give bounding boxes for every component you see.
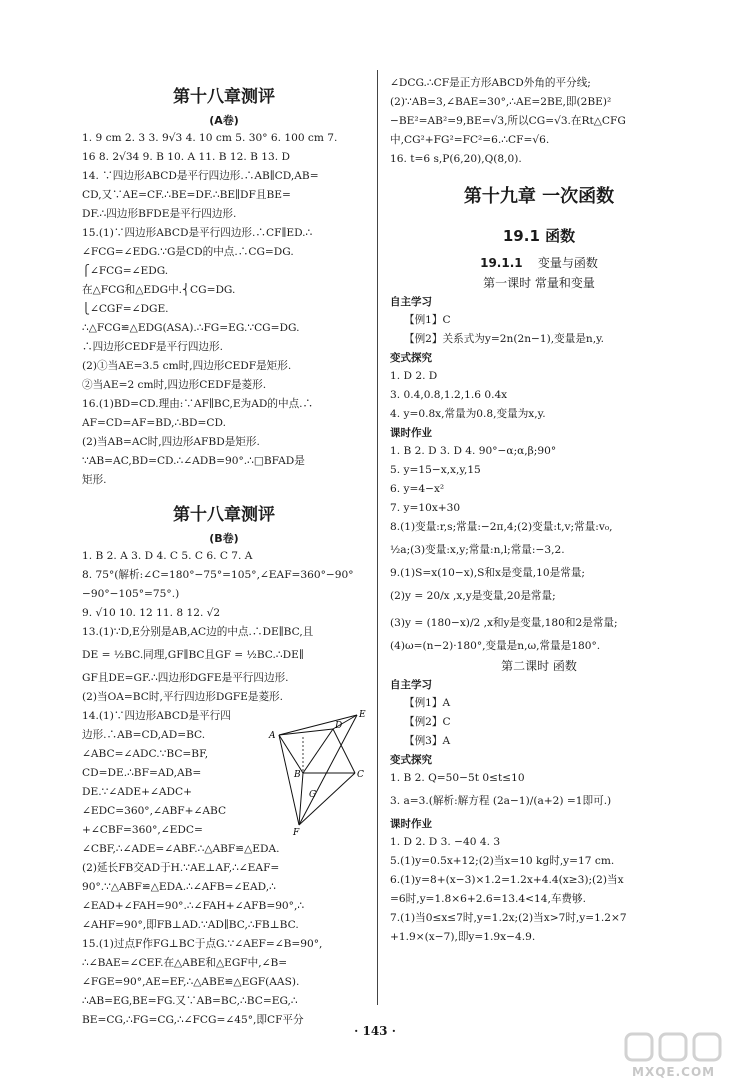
answer-line: GF且DE=GF.∴四边形DGFE是平行四边形.	[82, 672, 289, 684]
answer-line: 【例2】C	[404, 716, 451, 728]
answer-line: 1. B 2. A 3. D 4. C 5. C 6. C 7. A	[82, 550, 253, 562]
answer-line: (2)当OA=BC时,平行四边形DGFE是菱形.	[82, 691, 284, 703]
answer-line: −90°−105°=75°.)	[82, 588, 180, 600]
lesson-1-variant	[390, 367, 688, 424]
answer-line: (2)①当AE=3.5 cm时,四边形CEDF是矩形.	[82, 360, 292, 372]
answer-line: ½a;(3)变量:x,y;常量:n,l;常量:−3,2.	[390, 544, 565, 556]
answer-line: 90°.∵△ABF≌△EDA.∴∠AFB=∠EAD,∴	[82, 881, 276, 893]
answer-line: 1. D 2. D	[390, 370, 438, 382]
figure-segment	[279, 715, 357, 735]
figure-segment	[279, 729, 333, 735]
answer-line: 中,CG²+FG²=FC²=6.∴CF=√6.	[390, 134, 550, 146]
figure-segment	[303, 729, 333, 773]
answer-line: 5. y=15−x,x,y,15	[390, 464, 481, 476]
figure-segment	[299, 773, 303, 825]
answer-line: 7. y=10x+30	[390, 502, 461, 514]
figure-label-f: F	[293, 828, 300, 838]
page-number: · 143 ·	[354, 1024, 396, 1038]
answer-line: 15.(1)过点F作FG⊥BC于点G.∵∠AEF=∠B=90°,	[82, 938, 323, 950]
answer-line: (4)ω=(n−2)·180°,变量是n,ω,常量是180°.	[390, 640, 601, 652]
answer-line: 【例2】关系式为y=2n(2n−1),变量是n,y.	[404, 333, 605, 345]
section-b-answers	[82, 547, 366, 707]
subsection-number: 19.1.1	[480, 256, 523, 270]
chapter-title: 第十九章 一次函数	[463, 186, 615, 207]
answer-line: ∠DCG.∴CF是正方形ABCD外角的平分线;	[390, 77, 591, 89]
answer-line: ∠FGE=90°,AE=EF,∴△ABE≌△EGF(AAS).	[82, 976, 300, 988]
answer-line: 矩形.	[82, 474, 107, 486]
answer-line: ∠FCG=∠EDG.∵G是CD的中点.∴CG=DG.	[82, 246, 294, 258]
answer-line: 【例1】A	[404, 697, 451, 709]
lesson-2-homework	[390, 833, 688, 947]
answer-line: CD,又∵AE=CF.∴BE=DF.∴BE∥DF且BE=	[82, 189, 291, 201]
answer-line: (2)y = 20/x ,x,y是变量,20是常量;	[390, 590, 556, 602]
answer-line: 6. y=4−x²	[390, 483, 445, 495]
answer-line: ⎧∠FCG=∠EDG.	[82, 265, 169, 277]
answer-line: DE.∵∠ADE+∠ADC+	[82, 786, 192, 798]
answer-line: 1. B 2. D 3. D 4. 90°−α;α,β;90°	[390, 445, 557, 457]
figure-label-e: E	[359, 710, 366, 720]
lesson-1-variant-label: 变式探究	[390, 352, 432, 364]
answer-line: =6时,y=1.8×6+2.6=13.4<14,车费够.	[390, 893, 586, 905]
answer-line: CD=DE.∴BF=AD,AB=	[82, 767, 202, 779]
answer-line: ∴∠BAE=∠CEF.在△ABE和△EGF中,∠B=	[82, 957, 288, 969]
continued-answers	[390, 74, 688, 169]
answer-line: ∠EAD+∠FAH=90°.∴∠FAH+∠AFB=90°,∴	[82, 900, 305, 912]
answer-line: ⎩∠CGF=∠DGE.	[82, 303, 169, 315]
answer-line: 7.(1)当0≤x≤7时,y=1.2x;(2)当x>7时,y=1.2×7	[390, 912, 627, 924]
lesson-2-variant-label: 变式探究	[390, 754, 432, 766]
answer-line: 【例1】C	[404, 314, 451, 326]
answer-line: 边形.∴AB=CD,AD=BC.	[82, 729, 206, 741]
answer-line: 3. 0.4,0.8,1.2,1.6 0.4x	[390, 389, 508, 401]
answer-line: ∴四边形CEDF是平行四边形.	[82, 341, 223, 353]
figure-label-a: A	[269, 731, 276, 741]
answer-line: 13.(1)∵D,E分别是AB,AC边的中点.∴DE∥BC,且	[82, 626, 314, 638]
answer-line: BE=CG,∴FG=CG,∴∠FCG=∠45°,即CF平分	[82, 1014, 304, 1026]
answer-line: −BE²=AB²=9,BE=√3,所以CG=√3.在Rt△CFG	[390, 115, 626, 127]
answer-line: ∠CBF,∴∠ADE=∠ABF.∴△ABF≌△EDA.	[82, 843, 280, 855]
answer-line: 16.(1)BD=CD.理由:∵AF∥BC,E为AD的中点.∴	[82, 398, 314, 410]
answer-line: 9. √10 10. 12 11. 8 12. √2	[82, 607, 221, 619]
answer-line: ∠AHF=90°,即FB⊥AD.∵AD∥BC,∴FB⊥BC.	[82, 919, 299, 931]
subsection-title	[390, 253, 688, 273]
answer-line: 16. t=6 s,P(6,20),Q(8,0).	[390, 153, 522, 165]
answer-line: 14. ∵四边形ABCD是平行四边形.∴AB∥CD,AB=	[82, 170, 319, 182]
answer-line: ∴AB=EG,BE=FG.又∵AB=BC,∴BC=EG,∴	[82, 995, 298, 1007]
answer-line: AF=CD=AF=BD,∴BD=CD.	[82, 417, 226, 429]
right-column	[390, 74, 688, 947]
figure-label-b: B	[294, 770, 301, 780]
answer-line: ②当AE=2 cm时,四边形CEDF是菱形.	[82, 379, 267, 391]
answer-line: ∠EDC=360°,∠ABF+∠ABC	[82, 805, 227, 817]
figure-segment	[333, 729, 355, 773]
figure-label-c: C	[357, 770, 364, 780]
figure-label-d: D	[335, 721, 343, 731]
answer-line: 3. a=3.(解析:解方程 (2a−1)/(a+2) =1即可.)	[390, 795, 612, 807]
answer-line: (2)延长FB交AD于H.∵AE⊥AF,∴∠EAF=	[82, 862, 280, 874]
subsection-name: 变量与函数	[537, 256, 598, 270]
column-divider	[377, 70, 378, 1005]
lesson-2-self-study	[390, 694, 688, 751]
answer-line: 在△FCG和△EDG中.⎨CG=DG.	[82, 284, 236, 296]
answer-line: 15.(1)∵四边形ABCD是平行四边形.∴CF∥ED.∴	[82, 227, 313, 239]
answer-line: (3)y = (180−x)/2 ,x和y是变量,180和2是常量;	[390, 617, 618, 629]
lesson-2-homework-label: 课时作业	[390, 818, 432, 830]
answer-line: DF.∴四边形BFDE是平行四边形.	[82, 208, 237, 220]
figure-segment	[279, 735, 303, 773]
section-b-answers-continued	[82, 840, 366, 1030]
lesson-1-homework-label: 课时作业	[390, 427, 432, 439]
answer-line: (2)∵AB=3,∠BAE=30°,∴AE=2BE,即(2BE)²	[390, 96, 612, 108]
answer-line: DE = ½BC.同理,GF∥BC且GF = ½BC.∴DE∥	[82, 649, 304, 661]
question-14-with-figure	[82, 707, 366, 840]
answer-line: 14.(1)∵四边形ABCD是平行四	[82, 710, 231, 722]
answer-line: +1.9×(x−7),即y=1.9x−4.9.	[390, 931, 536, 943]
answer-line: 4. y=0.8x,常量为0.8,变量为x,y.	[390, 408, 546, 420]
answer-line: (2)当AB=AC时,四边形AFBD是矩形.	[82, 436, 260, 448]
section-b-title: 第十八章测评	[173, 505, 275, 525]
answer-line: 8.(1)变量:r,s;常量:−2π,4;(2)变量:t,v;常量:v₀,	[390, 521, 613, 533]
section-a-answers	[82, 129, 366, 490]
section-b-subtitle: (B卷)	[209, 532, 239, 545]
lesson-2-self-study-label: 自主学习	[390, 679, 432, 691]
geometry-figure	[259, 707, 367, 840]
answer-line: 9.(1)S=x(10−x),S和x是变量,10是常量;	[390, 567, 585, 579]
lesson-2-title: 第二课时 函数	[501, 659, 577, 673]
answer-line: 6.(1)y=8+(x−3)×1.2=1.2x+4.4(x≥3);(2)当x	[390, 874, 624, 886]
section-title: 19.1 函数	[502, 227, 576, 245]
question-14-text	[82, 707, 258, 840]
answer-line: 8. 75°(解析:∠C=180°−75°=105°,∠EAF=360°−90°	[82, 569, 354, 581]
answer-line: 16 8. 2√34 9. B 10. A 11. B 12. B 13. D	[82, 151, 290, 163]
answer-line: 5.(1)y=0.5x+12;(2)当x=10 kg时,y=17 cm.	[390, 855, 615, 867]
lesson-1-self-study-label: 自主学习	[390, 296, 432, 308]
answer-line: 【例3】A	[404, 735, 451, 747]
lesson-1-title: 第一课时 常量和变量	[483, 276, 595, 290]
figure-segment	[279, 735, 299, 825]
figure-segment	[299, 773, 355, 825]
lesson-1-self-study	[390, 311, 688, 349]
section-a-subtitle: (A卷)	[209, 114, 239, 127]
section-a-title: 第十八章测评	[173, 87, 275, 107]
answer-line: 1. B 2. Q=50−5t 0≤t≤10	[390, 772, 525, 784]
answer-line: +∠CBF=360°,∠EDC=	[82, 824, 203, 836]
figure-label-g: G	[309, 790, 317, 800]
answer-line: 1. 9 cm 2. 3 3. 9√3 4. 10 cm 5. 30° 6. 100 cm 7.	[82, 132, 338, 144]
lesson-2-variant	[390, 769, 688, 815]
left-column	[82, 74, 366, 1030]
lesson-1-homework	[390, 442, 688, 656]
answer-line: ∠ABC=∠ADC.∵BC=BF,	[82, 748, 209, 760]
watermark-text: MXQE.COM	[632, 1065, 716, 1079]
answer-line: ∵AB=AC,BD=CD.∴∠ADB=90°.∴□BFAD是	[82, 455, 305, 467]
answer-line: 1. D 2. D 3. −40 4. 3	[390, 836, 501, 848]
answer-line: ∴△FCG≌△EDG(ASA).∴FG=EG.∵CG=DG.	[82, 322, 300, 334]
